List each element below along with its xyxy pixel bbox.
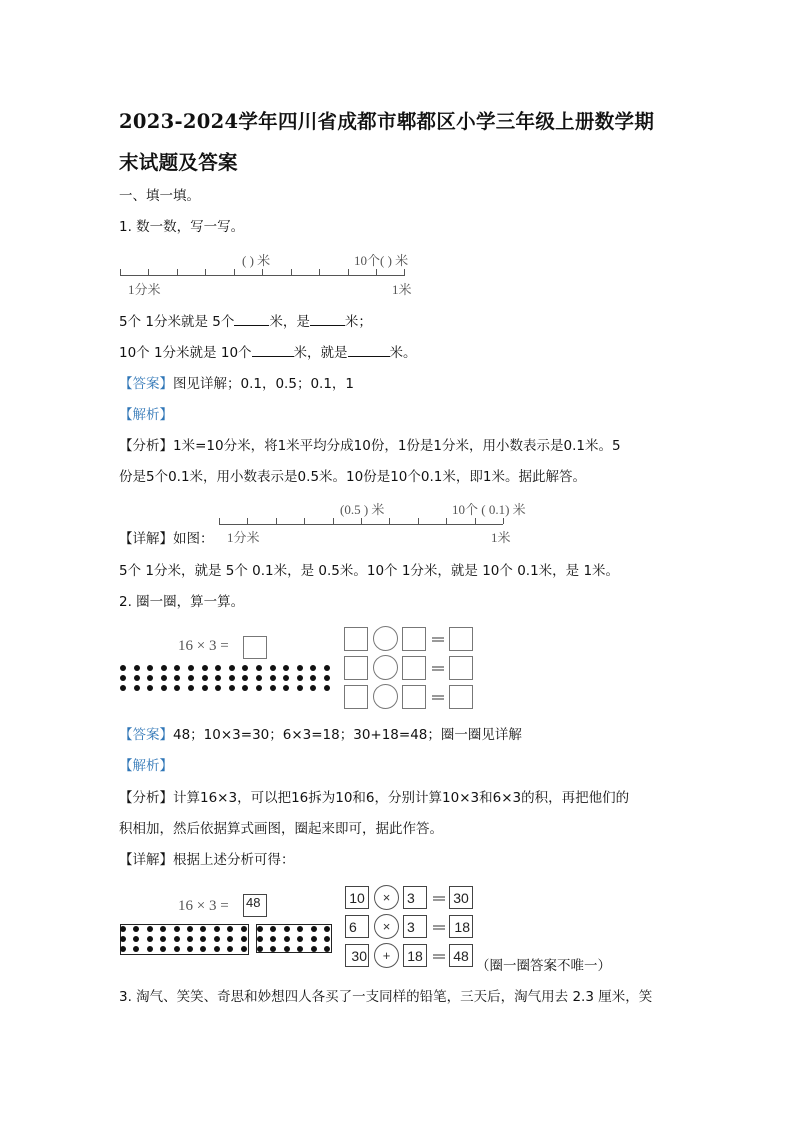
- result-box: 30: [449, 886, 473, 909]
- result-box: 48: [243, 894, 267, 917]
- ruler-tick: [219, 518, 220, 524]
- dot: [147, 926, 153, 932]
- ruler-tick: [418, 518, 419, 524]
- dot: [270, 685, 276, 691]
- dot: [324, 665, 330, 671]
- dot: [229, 675, 235, 681]
- ruler-blank-label: ( ) 米: [242, 253, 271, 268]
- q2-answer: 【答案】48；10×3=30；6×3=18；30+18=48；圈一圈见详解: [119, 727, 522, 743]
- answer-equation: 16 × 3 =: [178, 898, 229, 914]
- answer-note: （圈一圈答案不唯一）: [476, 958, 611, 974]
- answer-tag: 【答案】: [119, 727, 173, 743]
- operand-box: 3: [403, 915, 427, 938]
- dot: [284, 926, 290, 932]
- q1-fenxi-line1: 【分析】1米=10分米，将1米平均分成10份，1份是1分米，用小数表示是0.1米。5: [119, 438, 621, 454]
- dot: [270, 665, 276, 671]
- dot: [174, 936, 180, 942]
- operator-circle: ×: [374, 885, 399, 910]
- dot: [256, 685, 262, 691]
- ruler-left-label: 1分米: [128, 282, 161, 297]
- dot: [174, 946, 180, 952]
- ruler-line: [219, 524, 503, 525]
- q1-answer: 【答案】图见详解；0.1，0.5；0.1，1: [119, 376, 354, 392]
- ruler-tick: [446, 518, 447, 524]
- document-title-line2: 末试题及答案: [119, 151, 238, 174]
- dot: [120, 685, 126, 691]
- dot: [120, 936, 126, 942]
- ruler-tick: [376, 269, 377, 275]
- dot: [324, 685, 330, 691]
- dot: [242, 675, 248, 681]
- dot: [284, 936, 290, 942]
- equals-sign: [432, 666, 444, 671]
- dot: [324, 946, 330, 952]
- dot: [297, 675, 303, 681]
- dot: [310, 665, 316, 671]
- box-blank[interactable]: [344, 627, 368, 651]
- result-box: 18: [449, 915, 473, 938]
- box-blank[interactable]: [449, 627, 473, 651]
- section-heading: 一、填一填。: [119, 188, 200, 204]
- ruler-tick: [333, 518, 334, 524]
- dot: [310, 675, 316, 681]
- dot: [187, 936, 193, 942]
- xiangjie-tag: 【详解】: [119, 852, 173, 868]
- dot: [134, 665, 140, 671]
- q1-prompt: 1. 数一数，写一写。: [119, 219, 245, 235]
- fenxi-tag: 【分析】: [119, 790, 173, 806]
- dot: [161, 675, 167, 681]
- dot: [120, 946, 126, 952]
- ruler-tick: [389, 518, 390, 524]
- ruler-tick: [291, 269, 292, 275]
- dot: [241, 946, 247, 952]
- dot: [241, 936, 247, 942]
- dot: [214, 936, 220, 942]
- answer-box[interactable]: [243, 636, 267, 659]
- q1-fill-line1: 5个 1分米就是 5个 米，是 米；: [119, 314, 372, 330]
- dot: [324, 926, 330, 932]
- dot: [257, 926, 263, 932]
- dot: [174, 685, 180, 691]
- dot: [283, 665, 289, 671]
- dot: [161, 685, 167, 691]
- dot: [311, 936, 317, 942]
- dot: [256, 675, 262, 681]
- q1-fenxi-line2: 份是5个0.1米，用小数表示是0.5米。10份是10个0.1米，即1米。据此解答。: [119, 469, 586, 485]
- ruler-tick: [247, 518, 248, 524]
- ruler-tick: [205, 269, 206, 275]
- operator-circle[interactable]: [373, 655, 398, 680]
- ruler-tick: [262, 269, 263, 275]
- dot: [257, 936, 263, 942]
- ruler-tick: [177, 269, 178, 275]
- box-blank[interactable]: [402, 656, 426, 680]
- ruler-tick: [319, 269, 320, 275]
- dot: [283, 675, 289, 681]
- box-blank[interactable]: [402, 685, 426, 709]
- ruler-tick: [304, 518, 305, 524]
- q3-prompt: 3. 淘气、笑笑、奇思和妙想四人各买了一支同样的铅笔，三天后，淘气用去 2.3 厘米，笑: [119, 989, 653, 1005]
- operand-box: 6: [345, 915, 369, 938]
- dot: [215, 665, 221, 671]
- dot: [147, 936, 153, 942]
- dot: [120, 675, 126, 681]
- dot: [311, 946, 317, 952]
- operator-circle: ×: [374, 914, 399, 939]
- operand-box: 30: [345, 944, 369, 967]
- equals-sign: [432, 637, 444, 642]
- answer-ruler-right-label: 1米: [491, 530, 511, 545]
- ruler-tick: [361, 518, 362, 524]
- dot: [242, 665, 248, 671]
- dot: [174, 926, 180, 932]
- analysis-tag: 【解析】: [119, 758, 173, 774]
- equals-sign: [433, 925, 445, 930]
- operator-circle[interactable]: [373, 684, 398, 709]
- ruler-line: [120, 275, 405, 276]
- q2-equation: 16 × 3 =: [178, 638, 229, 654]
- analysis-tag: 【解析】: [119, 407, 173, 423]
- dot: [297, 685, 303, 691]
- dot: [256, 665, 262, 671]
- dot: [324, 675, 330, 681]
- dot: [174, 665, 180, 671]
- q2-fenxi-line2: 积相加，然后依据算式画图，圈起来即可，据此作答。: [119, 821, 443, 837]
- dot: [174, 675, 180, 681]
- dot: [229, 685, 235, 691]
- blank-field[interactable]: [310, 313, 345, 326]
- blank-field[interactable]: [348, 344, 390, 357]
- group-box-6: [256, 924, 332, 953]
- dot: [214, 926, 220, 932]
- ruler-tick: [234, 269, 235, 275]
- dot: [215, 685, 221, 691]
- operand-box: 18: [403, 944, 427, 967]
- dot: [187, 926, 193, 932]
- ruler-tick: [348, 269, 349, 275]
- blank-field[interactable]: [234, 313, 269, 326]
- dot: [134, 675, 140, 681]
- box-blank[interactable]: [344, 685, 368, 709]
- box-blank[interactable]: [449, 656, 473, 680]
- ruler-tick: [276, 518, 277, 524]
- ruler-tick: [120, 269, 121, 275]
- dot: [161, 665, 167, 671]
- dot: [215, 675, 221, 681]
- xiangjie-tag: 【详解】: [119, 531, 173, 547]
- dot: [310, 685, 316, 691]
- ruler-right-label: 1米: [392, 282, 412, 297]
- dot: [188, 665, 194, 671]
- equals-sign: [433, 896, 445, 901]
- dot: [257, 946, 263, 952]
- equals-sign: [432, 695, 444, 700]
- dot: [202, 665, 208, 671]
- dot: [214, 946, 220, 952]
- box-blank[interactable]: [402, 627, 426, 651]
- q2-fenxi-line1: 【分析】计算16×3，可以把16拆为10和6，分别计算10×3和6×3的积，再把他们的: [119, 790, 630, 806]
- dot: [188, 685, 194, 691]
- dot: [188, 675, 194, 681]
- dot: [147, 685, 153, 691]
- q1-xiangjie: 【详解】如图：: [119, 531, 214, 547]
- dot: [202, 685, 208, 691]
- operand-box: 10: [345, 886, 369, 909]
- dot: [120, 665, 126, 671]
- dot: [187, 946, 193, 952]
- dot: [297, 665, 303, 671]
- operator-circle[interactable]: [373, 626, 398, 651]
- blank-field[interactable]: [252, 344, 294, 357]
- answer-ruler-ten-label: 10个 ( 0.1) 米: [452, 502, 526, 517]
- dot: [241, 926, 247, 932]
- q2-xiangjie: 【详解】根据上述分析可得：: [119, 852, 295, 868]
- dot: [202, 675, 208, 681]
- answer-ruler-blank-label: (0.5 ) 米: [340, 502, 385, 517]
- answer-tag: 【答案】: [119, 376, 173, 392]
- dot: [284, 946, 290, 952]
- q2-prompt: 2. 圈一圈，算一算。: [119, 594, 245, 610]
- dot: [147, 675, 153, 681]
- equals-sign: [433, 954, 445, 959]
- ruler-tick: [148, 269, 149, 275]
- q1-fill-line2: 10个 1分米就是 10个 米，就是 米。: [119, 345, 417, 361]
- dot: [134, 685, 140, 691]
- answer-ruler-left-label: 1分米: [227, 530, 260, 545]
- dot: [283, 685, 289, 691]
- dot: [229, 665, 235, 671]
- ruler-tick: [404, 269, 405, 275]
- dot: [324, 936, 330, 942]
- box-blank[interactable]: [344, 656, 368, 680]
- dot: [270, 675, 276, 681]
- ruler-tick: [475, 518, 476, 524]
- operator-circle: +: [374, 943, 399, 968]
- document-title-line1: 2023-2024学年四川省成都市郫都区小学三年级上册数学期: [119, 110, 655, 133]
- dot: [147, 665, 153, 671]
- ruler-ten-label: 10个( ) 米: [354, 253, 409, 268]
- ruler-tick: [503, 518, 504, 524]
- box-blank[interactable]: [449, 685, 473, 709]
- result-box: 48: [449, 944, 473, 967]
- q1-conclusion: 5个 1分米，就是 5个 0.1米，是 0.5米。10个 1分米，就是 10个 0.1米，是 1米。: [119, 563, 620, 579]
- fenxi-tag: 【分析】: [119, 438, 173, 454]
- dot: [147, 946, 153, 952]
- dot: [311, 926, 317, 932]
- operand-box: 3: [403, 886, 427, 909]
- dot: [242, 685, 248, 691]
- dot: [120, 926, 126, 932]
